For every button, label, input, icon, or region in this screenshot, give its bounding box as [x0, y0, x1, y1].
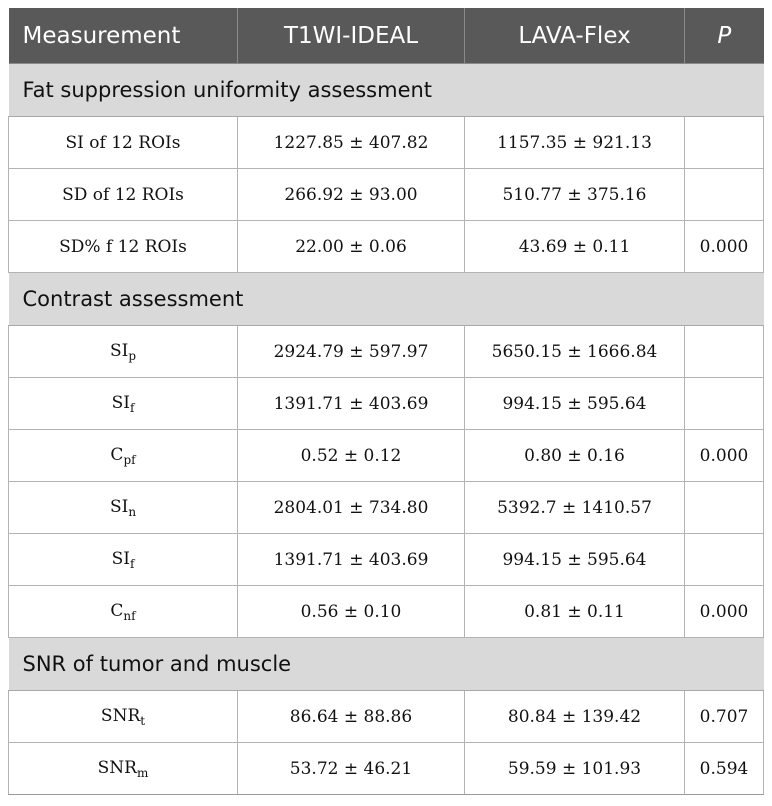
- measurement-cell: [9, 221, 238, 273]
- table-row: [9, 378, 764, 430]
- lava-flex-value: 0.80 ± 0.16: [465, 430, 685, 482]
- t1wi-ideal-value: 2924.79 ± 597.97: [238, 326, 465, 378]
- table-row: [9, 326, 764, 378]
- table-row: [9, 430, 764, 482]
- lava-flex-value: 0.81 ± 0.11: [465, 586, 685, 638]
- p-value: 0.000: [685, 221, 764, 273]
- table-body: [9, 64, 764, 795]
- lava-flex-value: 510.77 ± 375.16: [465, 169, 685, 221]
- p-value: [685, 482, 764, 534]
- section-header-row: [9, 273, 764, 326]
- measurement-table: [8, 8, 764, 795]
- header-p-value: [685, 8, 764, 64]
- table-row: [9, 586, 764, 638]
- section-header-row: [9, 64, 764, 117]
- measurement-subscript: p: [128, 348, 137, 363]
- t1wi-ideal-value: 86.64 ± 88.86: [238, 691, 465, 743]
- p-value: [685, 117, 764, 169]
- measurement-label: SD% f 12 ROIs: [59, 236, 187, 257]
- t1wi-ideal-value: 1391.71 ± 403.69: [238, 378, 465, 430]
- t1wi-ideal-value: 1227.85 ± 407.82: [238, 117, 465, 169]
- lava-flex-value: 43.69 ± 0.11: [465, 221, 685, 273]
- table-header: [9, 8, 764, 64]
- measurement-label: C: [110, 600, 124, 621]
- measurement-subscript: pf: [123, 452, 136, 467]
- measurement-label: SI: [109, 340, 129, 361]
- measurement-cell: [9, 743, 238, 795]
- table-row: [9, 743, 764, 795]
- p-value: 0.707: [685, 691, 764, 743]
- measurement-cell: [9, 169, 238, 221]
- measurement-label: C: [110, 444, 124, 465]
- header-lava-flex: LAVA-Flex: [465, 8, 685, 64]
- measurement-subscript: nf: [123, 608, 136, 623]
- measurement-subscript: f: [129, 400, 135, 415]
- t1wi-ideal-value: 266.92 ± 93.00: [238, 169, 465, 221]
- t1wi-ideal-value: 0.52 ± 0.12: [238, 430, 465, 482]
- header-row: [9, 8, 764, 64]
- t1wi-ideal-value: 22.00 ± 0.06: [238, 221, 465, 273]
- section-title: Fat suppression uniformity assessment: [9, 64, 764, 117]
- table-row: [9, 534, 764, 586]
- p-value: 0.000: [685, 430, 764, 482]
- measurement-cell: [9, 534, 238, 586]
- lava-flex-value: 994.15 ± 595.64: [465, 534, 685, 586]
- measurement-cell: [9, 691, 238, 743]
- section-title: SNR of tumor and muscle: [9, 638, 764, 691]
- lava-flex-value: 5392.7 ± 1410.57: [465, 482, 685, 534]
- measurement-subscript: n: [128, 504, 137, 519]
- p-value: [685, 169, 764, 221]
- lava-flex-value: 5650.15 ± 1666.84: [465, 326, 685, 378]
- lava-flex-value: 59.59 ± 101.93: [465, 743, 685, 795]
- measurement-cell: [9, 378, 238, 430]
- header-measurement: Measurement: [9, 8, 238, 64]
- measurement-label: SI of 12 ROIs: [65, 132, 181, 153]
- p-value: 0.000: [685, 586, 764, 638]
- t1wi-ideal-value: 0.56 ± 0.10: [238, 586, 465, 638]
- measurement-label: SI: [111, 548, 130, 569]
- header-t1wi-ideal: T1WI-IDEAL: [238, 8, 465, 64]
- table-row: [9, 169, 764, 221]
- measurement-subscript: t: [140, 713, 146, 728]
- p-value: [685, 534, 764, 586]
- t1wi-ideal-value: 1391.71 ± 403.69: [238, 534, 465, 586]
- lava-flex-value: 80.84 ± 139.42: [465, 691, 685, 743]
- measurement-label: SD of 12 ROIs: [62, 184, 184, 205]
- section-header-row: [9, 638, 764, 691]
- measurement-label: SNR: [97, 757, 137, 778]
- measurement-cell: [9, 326, 238, 378]
- measurement-cell: [9, 586, 238, 638]
- p-value: [685, 326, 764, 378]
- t1wi-ideal-value: 53.72 ± 46.21: [238, 743, 465, 795]
- table-row: [9, 691, 764, 743]
- table-row: [9, 221, 764, 273]
- lava-flex-value: 1157.35 ± 921.13: [465, 117, 685, 169]
- lava-flex-value: 994.15 ± 595.64: [465, 378, 685, 430]
- measurement-label: SI: [109, 496, 129, 517]
- table-row: [9, 482, 764, 534]
- measurement-subscript: m: [136, 765, 149, 780]
- measurement-cell: [9, 117, 238, 169]
- section-title: Contrast assessment: [9, 273, 764, 326]
- t1wi-ideal-value: 2804.01 ± 734.80: [238, 482, 465, 534]
- measurement-cell: [9, 430, 238, 482]
- table-row: [9, 117, 764, 169]
- measurement-cell: [9, 482, 238, 534]
- p-value: [685, 378, 764, 430]
- measurement-label: SI: [111, 392, 130, 413]
- header-p-label: P: [717, 22, 732, 49]
- measurement-subscript: f: [129, 556, 135, 571]
- measurement-label: SNR: [100, 705, 141, 726]
- p-value: 0.594: [685, 743, 764, 795]
